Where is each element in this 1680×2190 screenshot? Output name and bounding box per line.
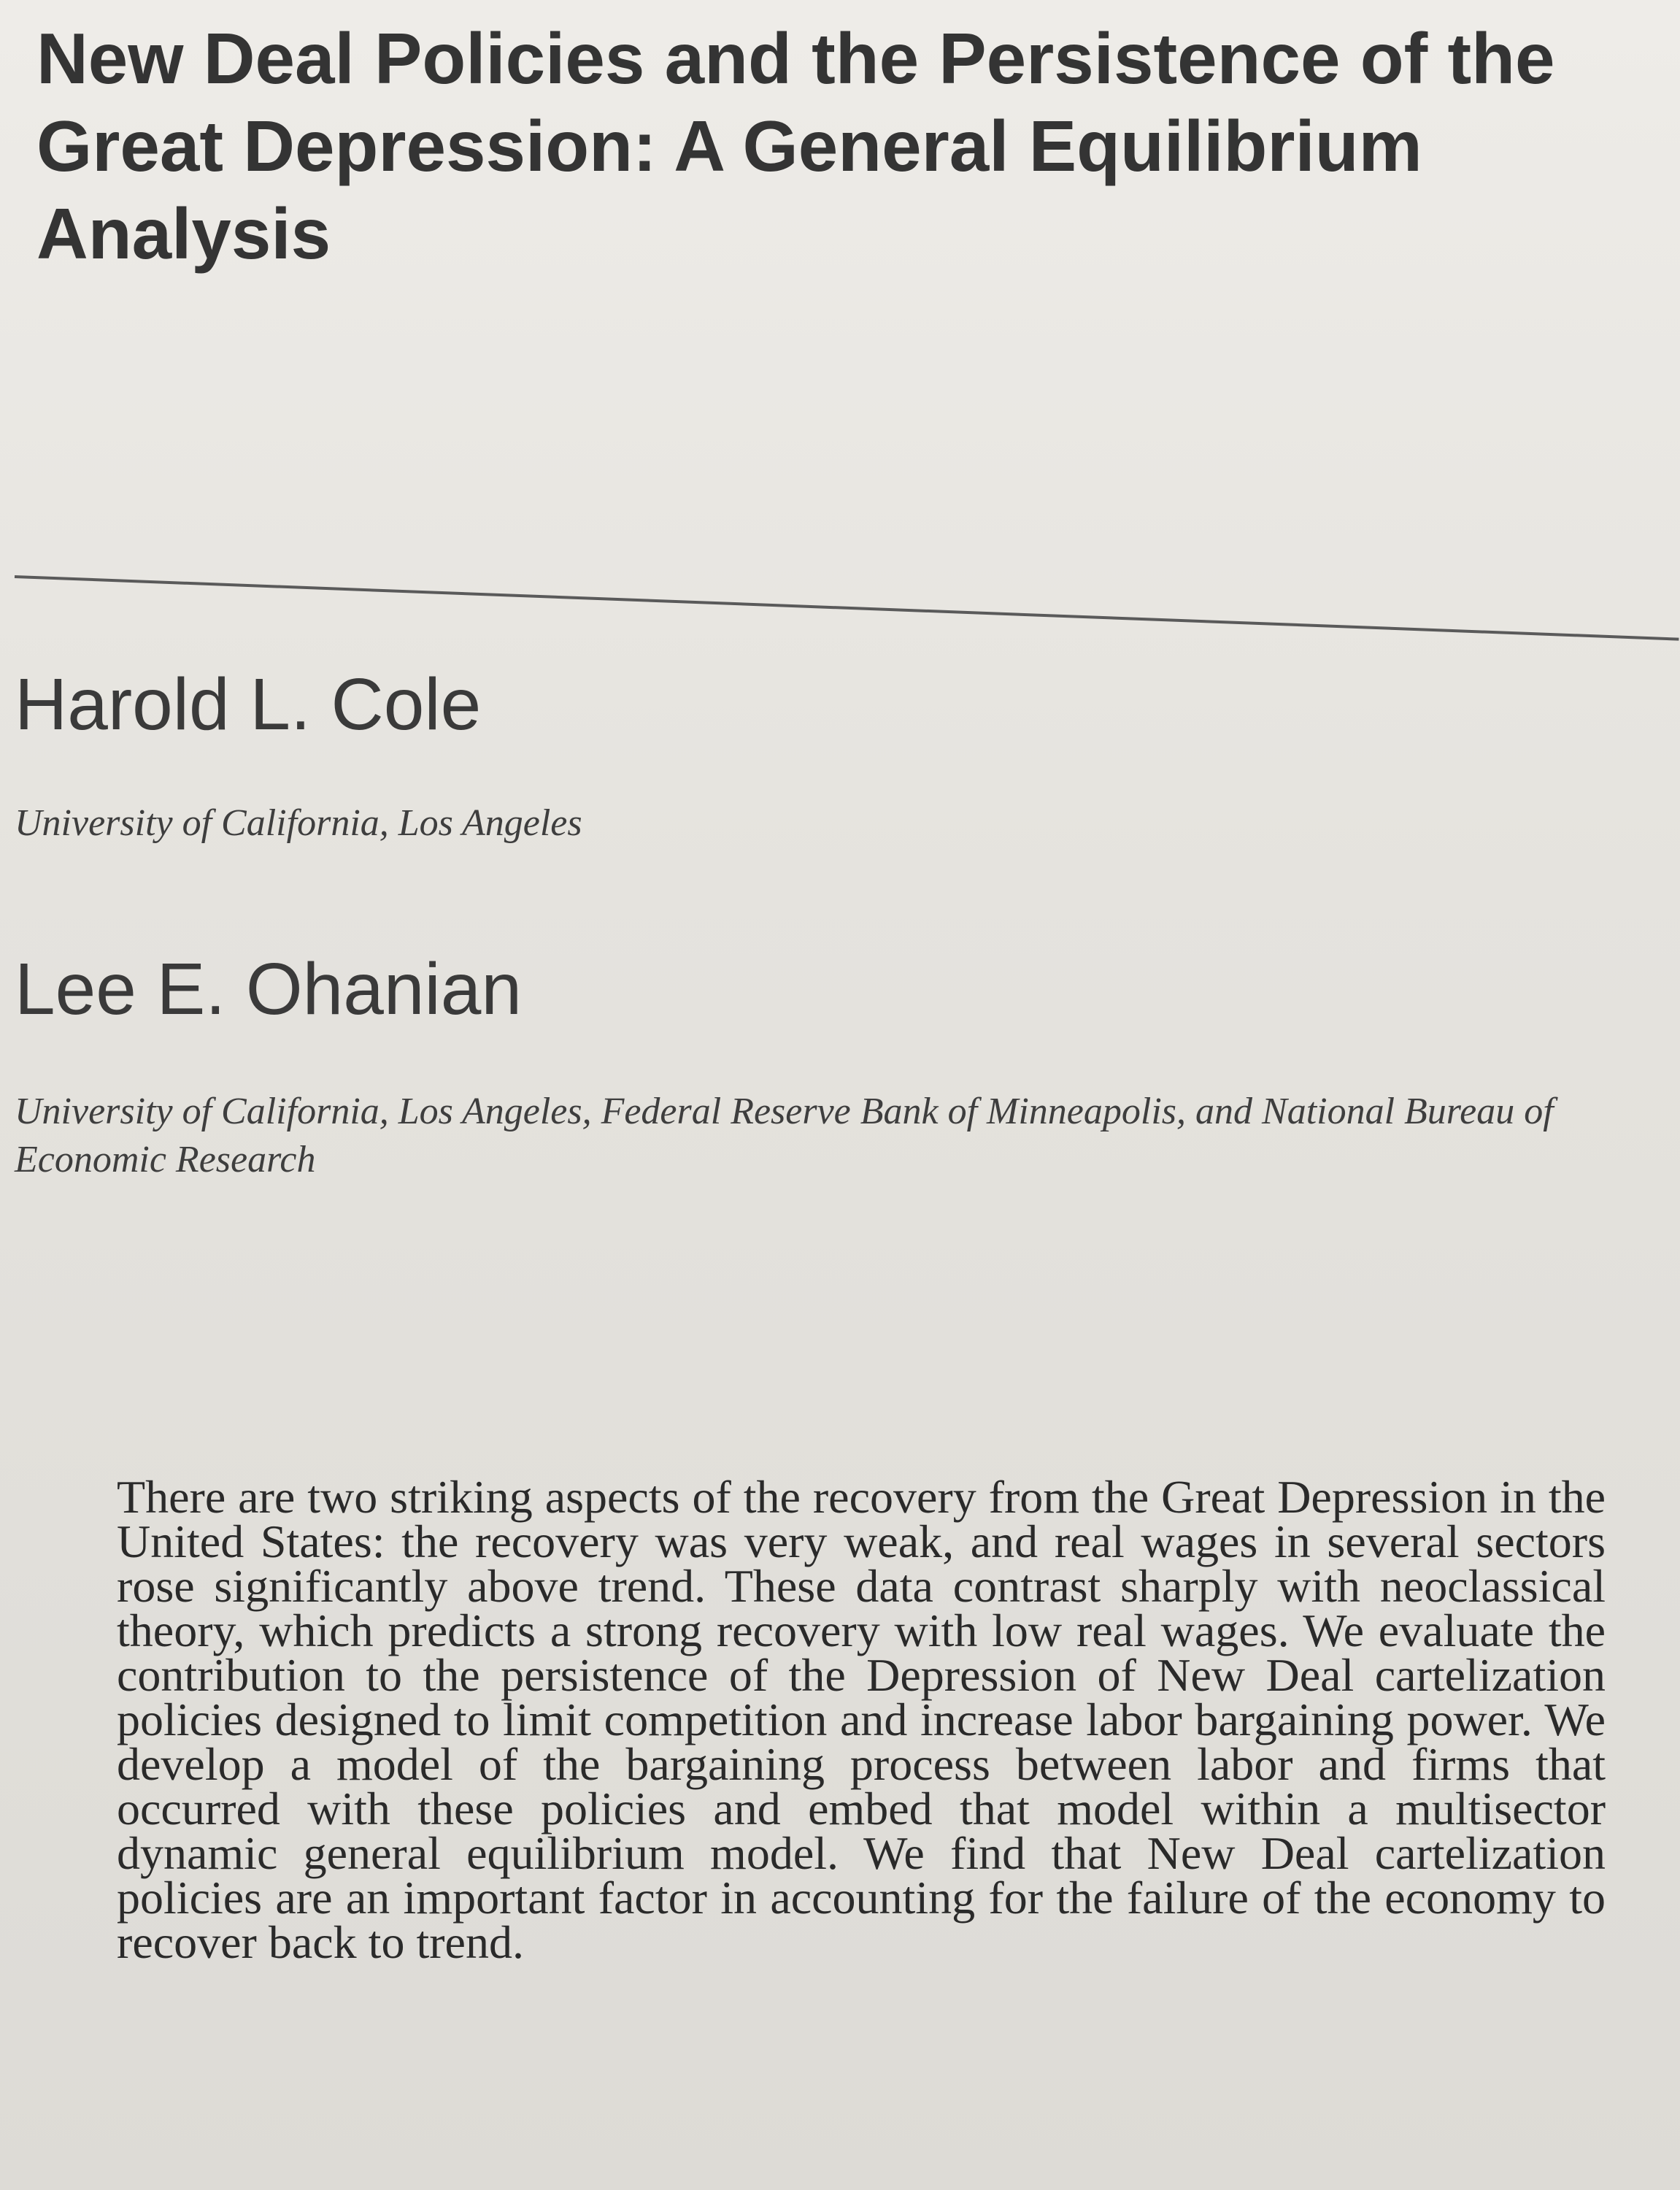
title-line: Great Depression: A General Equilibrium [36,106,1422,186]
title-divider-rule [15,575,1679,641]
author-affiliation: University of California, Los Angeles [15,802,582,844]
title-line: New Deal Policies and the Persistence of the [36,18,1555,99]
author-affiliation: University of California, Los Angeles, Federal Reserve Bank of Minneapolis, and National Bureau of Economic Research [15,1091,1554,1180]
author-name: Lee E. Ohanian [15,948,522,1030]
abstract-text: There are two striking aspects of the recovery from the Great Depression in the United States: the recovery was very weak, and real wages in several sectors rose significantly above trend. These data contrast sharply with neoclassical theory, which predicts a strong recovery with low real wages. We evaluate the contribution to the persistence of the Depression of New Deal cartelization policies designed to limit competition and increase labor bargaining power. We develop a model of the bargaining process between labor and firms that occurred with these policies and embed that model within a multisector dynamic general equilibrium model. We find that New Deal cartelization policies are an important factor in accounting for the failure of the economy to recover back to trend. [117,1471,1606,1968]
title-line: Analysis [36,193,331,274]
author-name: Harold L. Cole [15,664,482,745]
paper-title [36,15,1642,277]
